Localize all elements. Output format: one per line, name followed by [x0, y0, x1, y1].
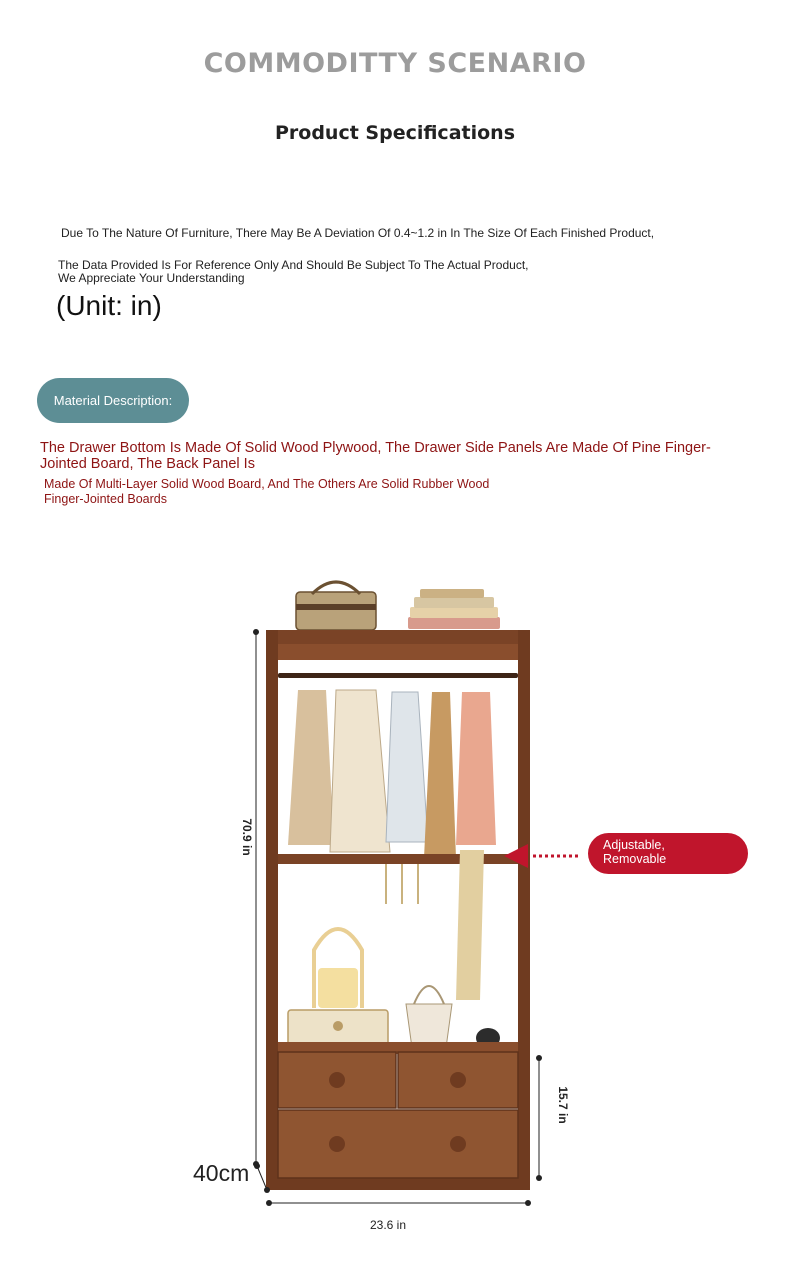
section-title: Product Specifications [274, 122, 516, 144]
unit-label: (Unit: in) [56, 290, 162, 321]
hanging-clothes [288, 690, 496, 858]
page-title: COMMODITTY SCENARIO [203, 48, 587, 79]
material-text-primary: The Drawer Bottom Is Made Of Solid Wood Plywood, The Drawer Side Panels Are Made Of Pine Finger-Jointed Board, The Back Panel Is [40, 440, 711, 472]
drawer-height-dimension-line [536, 1055, 542, 1181]
wardrobe-illustration [0, 560, 790, 1260]
storage-box-icon [288, 1010, 388, 1046]
depth-dimension-label: 40cm [193, 1160, 250, 1186]
reference-note: The Data Provided Is For Reference Only And Should Be Subject To The Actual Product, [58, 258, 529, 272]
bucket-bag-icon [406, 986, 452, 1048]
drawer-height-dimension-label: 15.7 in [556, 1086, 570, 1124]
callout-line: Adjustable, [603, 838, 665, 852]
drawer-unit [278, 1042, 518, 1178]
understanding-note: We Appreciate Your Understanding [58, 271, 245, 285]
deviation-note: Due To The Nature Of Furniture, There May Be A Deviation Of 0.4~1.2 in In The Size Of Each Finished Product, [61, 226, 655, 240]
height-dimension-line [253, 629, 259, 1167]
material-text-secondary [44, 477, 564, 507]
callout-arrow-icon [504, 844, 578, 868]
folded-clothes-icon [408, 589, 500, 629]
adjustable-callout [588, 833, 748, 874]
material-badge [37, 378, 189, 423]
height-dimension-label: 70.9 in [240, 818, 254, 856]
width-dimension-line [266, 1200, 531, 1206]
handbag-icon [296, 582, 376, 630]
material-badge-label: Material Description: [53, 393, 173, 408]
material-text-line: Made Of Multi-Layer Solid Wood Board, And The Others Are Solid Rubber Wood [44, 477, 490, 491]
width-dimension-label: 23.6 in [369, 1218, 407, 1232]
material-text-line: Finger-Jointed Boards [44, 492, 167, 506]
lamp-icon [314, 929, 362, 1008]
callout-line: Removable [603, 852, 667, 866]
